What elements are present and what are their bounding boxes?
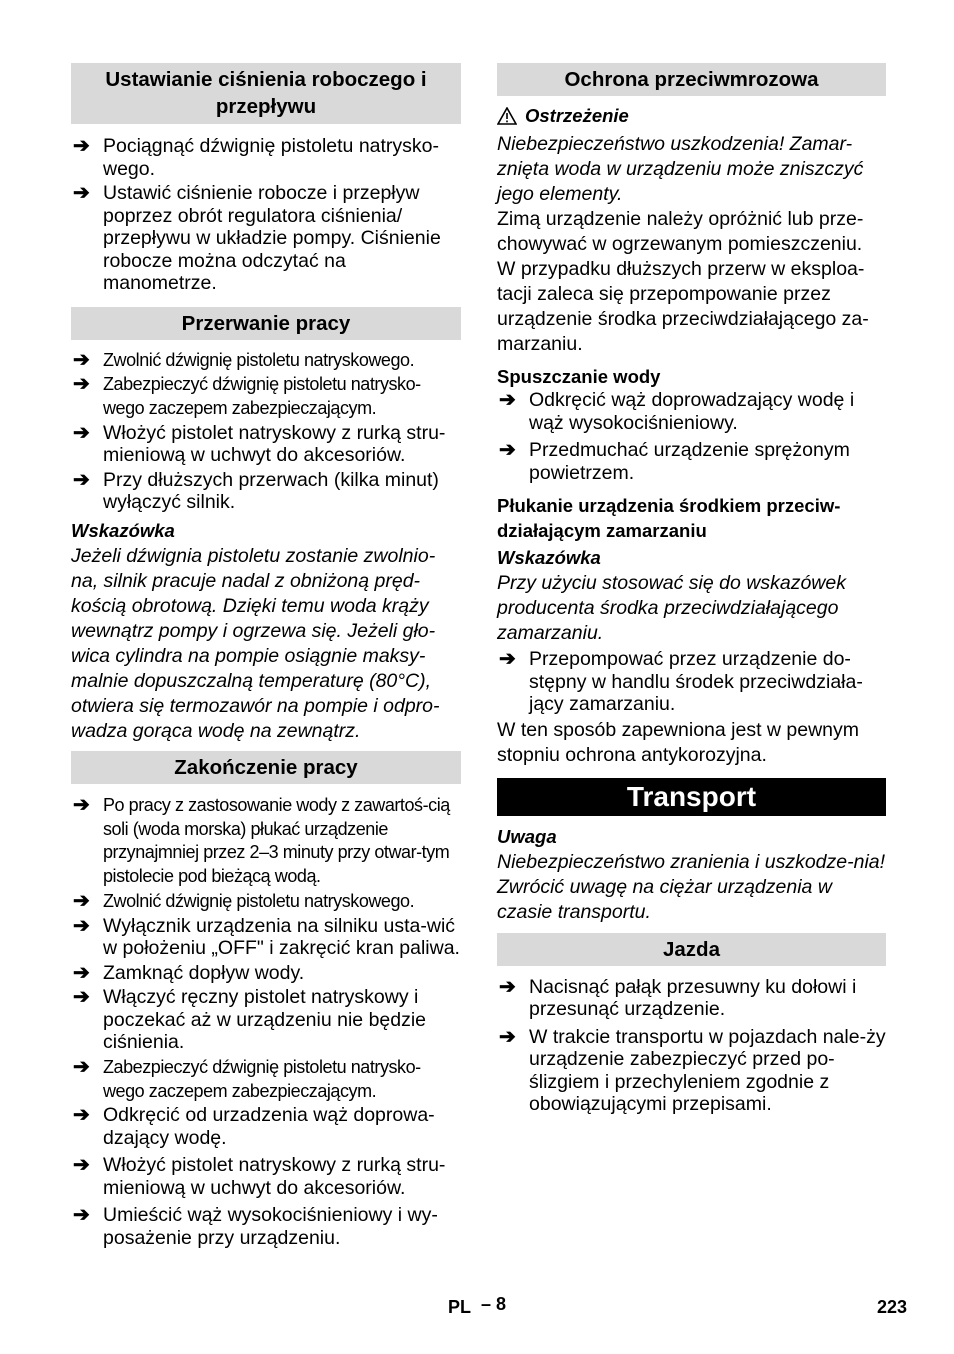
list-item: ➔ Zabezpieczyć dźwignię pistoletu natrysko-wego zaczepem zabezpieczającym. [73, 373, 421, 419]
warning-triangle-icon [497, 107, 517, 130]
transport-heading: Transport [497, 778, 886, 816]
footer-language: PL [448, 1297, 472, 1317]
list-item: ➔ Zwolnić dźwignię pistoletu natryskowego. [73, 348, 415, 371]
caution-text: Niebezpieczeństwo zranienia i uszkodze-nia! Zwrócić uwagę na ciężar urządzenia w czasie transportu. [497, 850, 886, 923]
list-item: ➔ Odkręcić od urzadzenia wąż doprowa-dzający wodę. [73, 1104, 435, 1149]
arrow-icon: ➔ [73, 373, 90, 396]
note-text: Przy użyciu stosować się do wskazówek producenta środka przeciwdziałającego zamarzaniu. [497, 572, 846, 644]
page-number: 223 [877, 1297, 908, 1317]
arrow-icon: ➔ [73, 1154, 90, 1177]
note-label: Wskazówka [497, 547, 601, 568]
arrow-icon: ➔ [499, 389, 516, 411]
list-item: ➔ Przy dłuższych przerwach (kilka minut) wyłączyć silnik. [73, 468, 439, 514]
list-item: ➔ Nacisnąć pałąk przesuwny ku dołowi i przesunąć urządzenie. [499, 975, 857, 1020]
paragraph: Zimą urządzenie należy opróżnić lub prze-chowywać w ogrzewanym pomieszczeniu. W przypadku dłuższych przerw w eksploa-tacji zaleca się przepompowanie przez urządzenie środka przeciwdziałającego za-marzaniu. [497, 208, 869, 355]
arrow-icon: ➔ [499, 648, 516, 670]
section-heading: Ustawianie ciśnienia roboczego i przepływu [71, 63, 461, 124]
arrow-icon: ➔ [73, 1104, 90, 1127]
arrow-icon: ➔ [499, 975, 516, 998]
list-item: ➔ Zwolnić dźwignię pistoletu natryskowego. [73, 890, 415, 913]
arrow-icon: ➔ [73, 1055, 90, 1078]
arrow-icon: ➔ [73, 182, 90, 204]
right-column [497, 63, 886, 1118]
warning-text: Niebezpieczeństwo uszkodzenia! Zamar-znięta woda w urządzeniu może zniszczyć jego elementy. [497, 133, 864, 205]
section-heading: Ochrona przeciwmrozowa [497, 63, 886, 96]
section-heading: Jazda [497, 933, 886, 966]
left-column [71, 63, 461, 1251]
list-item: ➔ Wyłącznik urządzenia na silniku usta-wić w położeniu „OFF" i zakręcić kran paliwa. [73, 914, 460, 960]
list-item: ➔ Odkręcić wąż doprowadzający wodę i wąż wysokociśnieniowy. [499, 389, 855, 434]
list-item: ➔ Włożyć pistolet natryskowy z rurką stru-mieniową w uchwyt do akcesoriów. [73, 421, 446, 467]
footer-local-page: – 8 [481, 1294, 507, 1314]
section-heading: Przerwanie pracy [71, 307, 461, 340]
list-item: ➔ Przepompować przez urządzenie do-stępny w handlu środek przeciwdziała-jący zamarzaniu. [499, 648, 863, 715]
list-item: ➔ Włączyć ręczny pistolet natryskowy i poczekać aż w urządzeniu nie będzie ciśnienia. [73, 986, 427, 1054]
arrow-icon: ➔ [499, 1025, 516, 1048]
arrow-icon: ➔ [73, 914, 90, 937]
arrow-icon: ➔ [73, 986, 90, 1009]
list-item: ➔ Pociągnąć dźwignię pistoletu natrysko-wego. [73, 135, 440, 180]
subheading: Spuszczanie wody [497, 366, 661, 387]
section-heading: Zakończenie pracy [71, 751, 461, 784]
arrow-icon: ➔ [73, 348, 90, 371]
list-item: ➔ W trakcie transportu w pojazdach nale-ży urządzenie zabezpieczyć przed po-ślizgiem i przechyleniem zgodnie z obowiązującymi przepisami. [499, 1025, 886, 1115]
list-item: ➔ Ustawić ciśnienie robocze i przepływ poprzez obrót regulatora ciśnienia/ przepływu w układzie pompy. Ciśnienie robocze można odczytać na manometrze. [73, 182, 441, 294]
subheading: Płukanie urządzenia środkiem przeciw-działającym zamarzaniu [497, 495, 841, 541]
arrow-icon: ➔ [73, 421, 90, 444]
list-item: ➔ Zabezpieczyć dźwignię pistoletu natrysko-wego zaczepem zabezpieczającym. [73, 1055, 421, 1101]
caution-label: Uwaga [497, 825, 557, 847]
arrow-icon: ➔ [73, 793, 90, 816]
arrow-icon: ➔ [73, 961, 90, 984]
warning-label: Ostrzeżenie [497, 105, 886, 130]
paragraph: W ten sposób zapewniona jest w pewnym stopniu ochrona antykorozyjna. [497, 718, 860, 766]
list-item: ➔ Umieścić wąż wysokociśnieniowy i wy-posażenie przy urządzeniu. [73, 1204, 438, 1249]
arrow-icon: ➔ [499, 439, 516, 461]
arrow-icon: ➔ [73, 135, 90, 157]
note-text: Jeżeli dźwignia pistoletu zostanie zwolnio-na, silnik pracuje nadal z obniżoną pręd-kością obrotową. Dzięki temu woda krąży wewnątrz pompy i ogrzewa się. Jeżeli gło-wica cylindra na pompie osiągnie maksy-malnie dopuszczalną temperaturę (80°C), otwiera się termozawór na pompie i odpro-wadza gorąca wodę na zewnątrz. [71, 544, 440, 742]
note-label: Wskazówka [71, 519, 175, 541]
arrow-icon: ➔ [73, 468, 90, 491]
list-item: ➔ Włożyć pistolet natryskowy z rurką stru-mieniową w uchwyt do akcesoriów. [73, 1154, 446, 1199]
arrow-icon: ➔ [73, 1204, 90, 1227]
list-item: ➔ Po pracy z zastosowanie wody z zawartoś-cią soli (woda morska) płukać urządzenie przynajmniej przez 2–3 minuty przy otwar-tym pistolecie pod bieżącą wodą. [73, 793, 450, 887]
list-item: ➔ Przedmuchać urządzenie sprężonym powietrzem. [499, 439, 850, 484]
list-item: ➔ Zamknąć dopływ wody. [73, 961, 305, 984]
arrow-icon: ➔ [73, 890, 90, 913]
